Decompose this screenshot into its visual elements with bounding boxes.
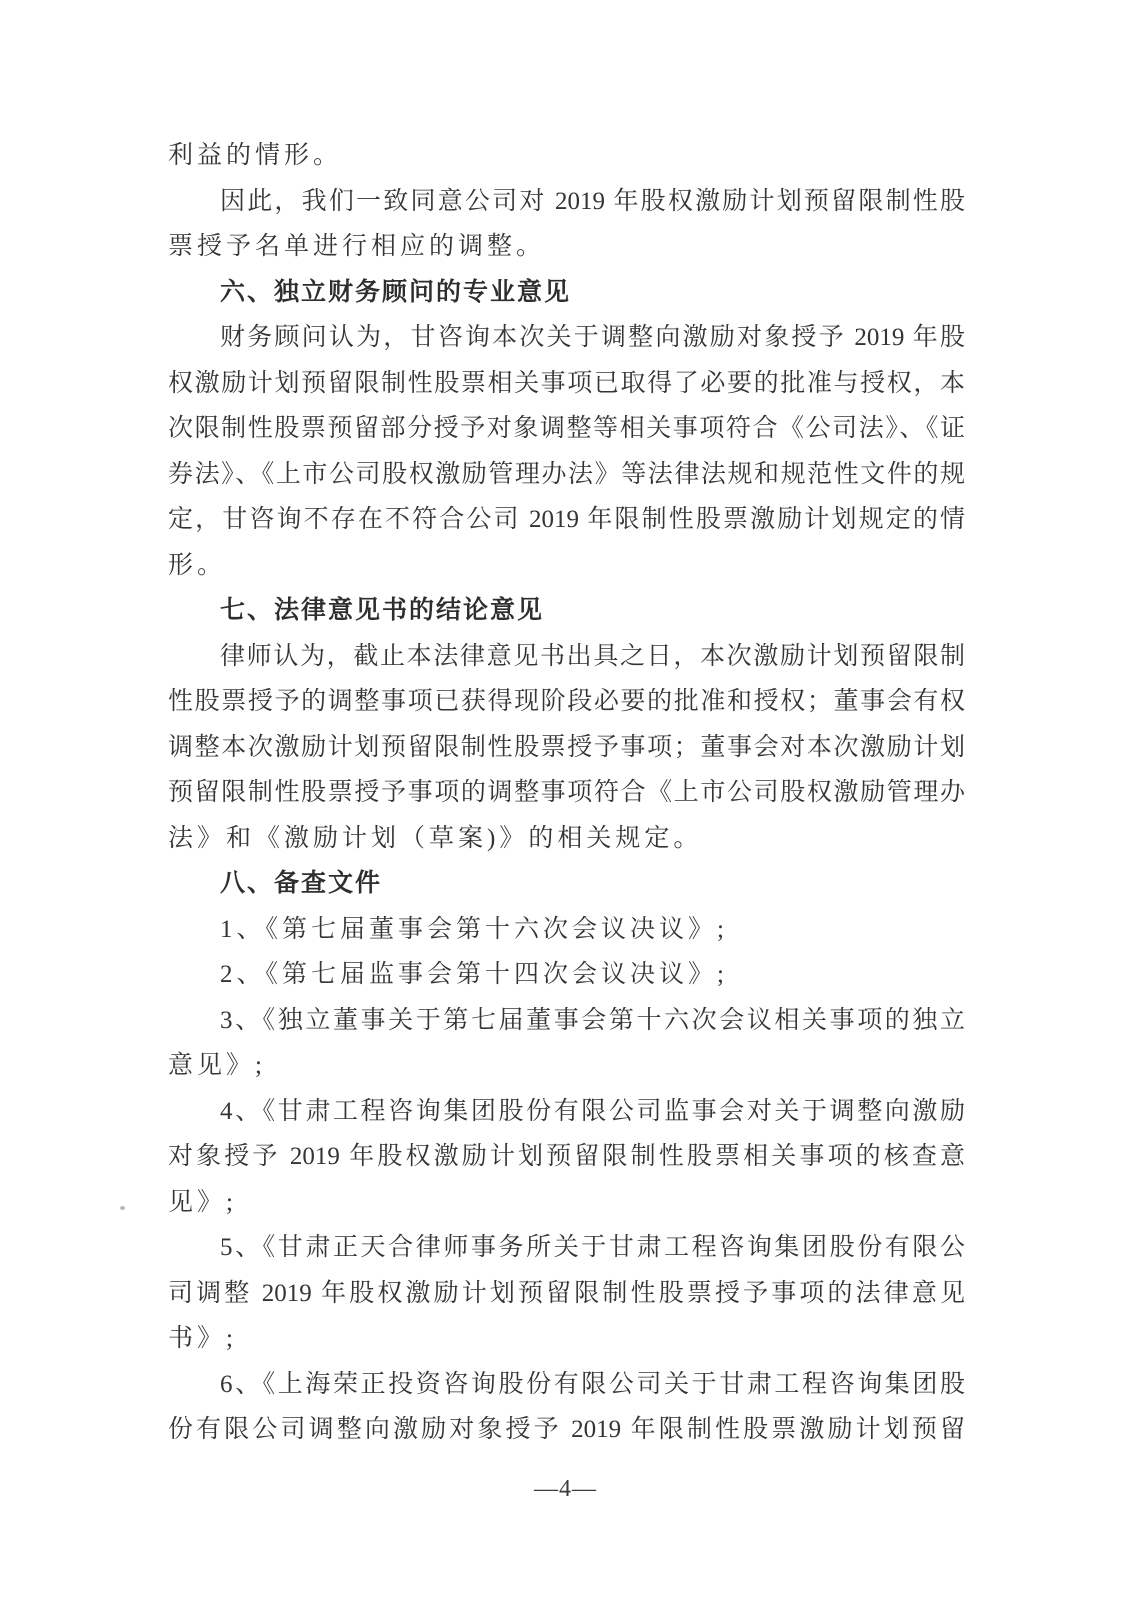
list-item-line: 书》; <box>168 1325 237 1352</box>
list-item-line: 见》; <box>168 1188 237 1216</box>
list-item-line: 司调整 2019 年股权激励计划预留限制性股票授予事项的法律意见 <box>168 1279 965 1307</box>
section-heading: 七、法律意见书的结论意见 <box>220 596 545 624</box>
list-item-line: 2、《第七届监事会第十四次会议决议》; <box>220 961 728 988</box>
paragraph-line: 预留限制性股票授予事项的调整事项符合《上市公司股权激励管理办 <box>168 779 965 806</box>
paragraph-line: 票授予名单进行相应的调整。 <box>168 233 546 260</box>
paragraph-line: 律师认为，截止本法律意见书出具之日，本次激励计划预留限制 <box>220 642 965 670</box>
section-heading: 六、独立财务顾问的专业意见 <box>220 277 572 306</box>
section-heading: 八、备查文件 <box>220 869 383 897</box>
paragraph-line: 权激励计划预留限制性股票相关事项已取得了必要的批准与授权，本 <box>168 369 965 397</box>
paragraph-line: 利益的情形。 <box>168 142 343 169</box>
paragraph-line: 定，甘咨询不存在不符合公司 2019 年限制性股票激励计划规定的情 <box>168 506 965 533</box>
paragraph-line: 券法》、《上市公司股权激励管理办法》等法律法规和规范性文件的规 <box>168 460 965 488</box>
paragraph-line: 法》和《激励计划（草案)》的相关规定。 <box>168 824 703 852</box>
list-item-line: 对象授予 2019 年股权激励计划预留限制性股票相关事项的核查意 <box>168 1143 965 1170</box>
paragraph-line: 财务顾问认为，甘咨询本次关于调整向激励对象授予 2019 年股 <box>220 324 965 351</box>
list-item-line: 5、《甘肃正天合律师事务所关于甘肃工程咨询集团股份有限公 <box>220 1234 965 1261</box>
list-item-line: 6、《上海荣正投资咨询股份有限公司关于甘肃工程咨询集团股 <box>220 1370 965 1398</box>
paragraph-line: 形。 <box>168 551 227 579</box>
list-item-line: 1、《第七届董事会第十六次会议决议》; <box>220 915 728 943</box>
list-item-line: 3、《独立董事关于第七届董事会第十六次会议相关事项的独立 <box>220 1006 965 1034</box>
paragraph-line: 性股票授予的调整事项已获得现阶段必要的批准和授权；董事会有权 <box>168 688 965 715</box>
page-number: —4— <box>534 1476 597 1502</box>
paragraph-line: 调整本次激励计划预留限制性股票授予事项；董事会对本次激励计划 <box>168 733 965 761</box>
scan-artifact <box>120 1206 125 1210</box>
paragraph-line: 因此，我们一致同意公司对 2019 年股权激励计划预留限制性股 <box>220 187 965 215</box>
list-item-line: 意见》; <box>168 1052 266 1079</box>
list-item-line: 份有限公司调整向激励对象授予 2019 年限制性股票激励计划预留 <box>168 1416 965 1443</box>
document-body <box>168 133 965 1453</box>
list-item-line: 4、《甘肃工程咨询集团股份有限公司监事会对关于调整向激励 <box>220 1097 965 1125</box>
paragraph-line: 次限制性股票预留部分授予对象调整等相关事项符合《公司法》、《证 <box>168 415 965 442</box>
